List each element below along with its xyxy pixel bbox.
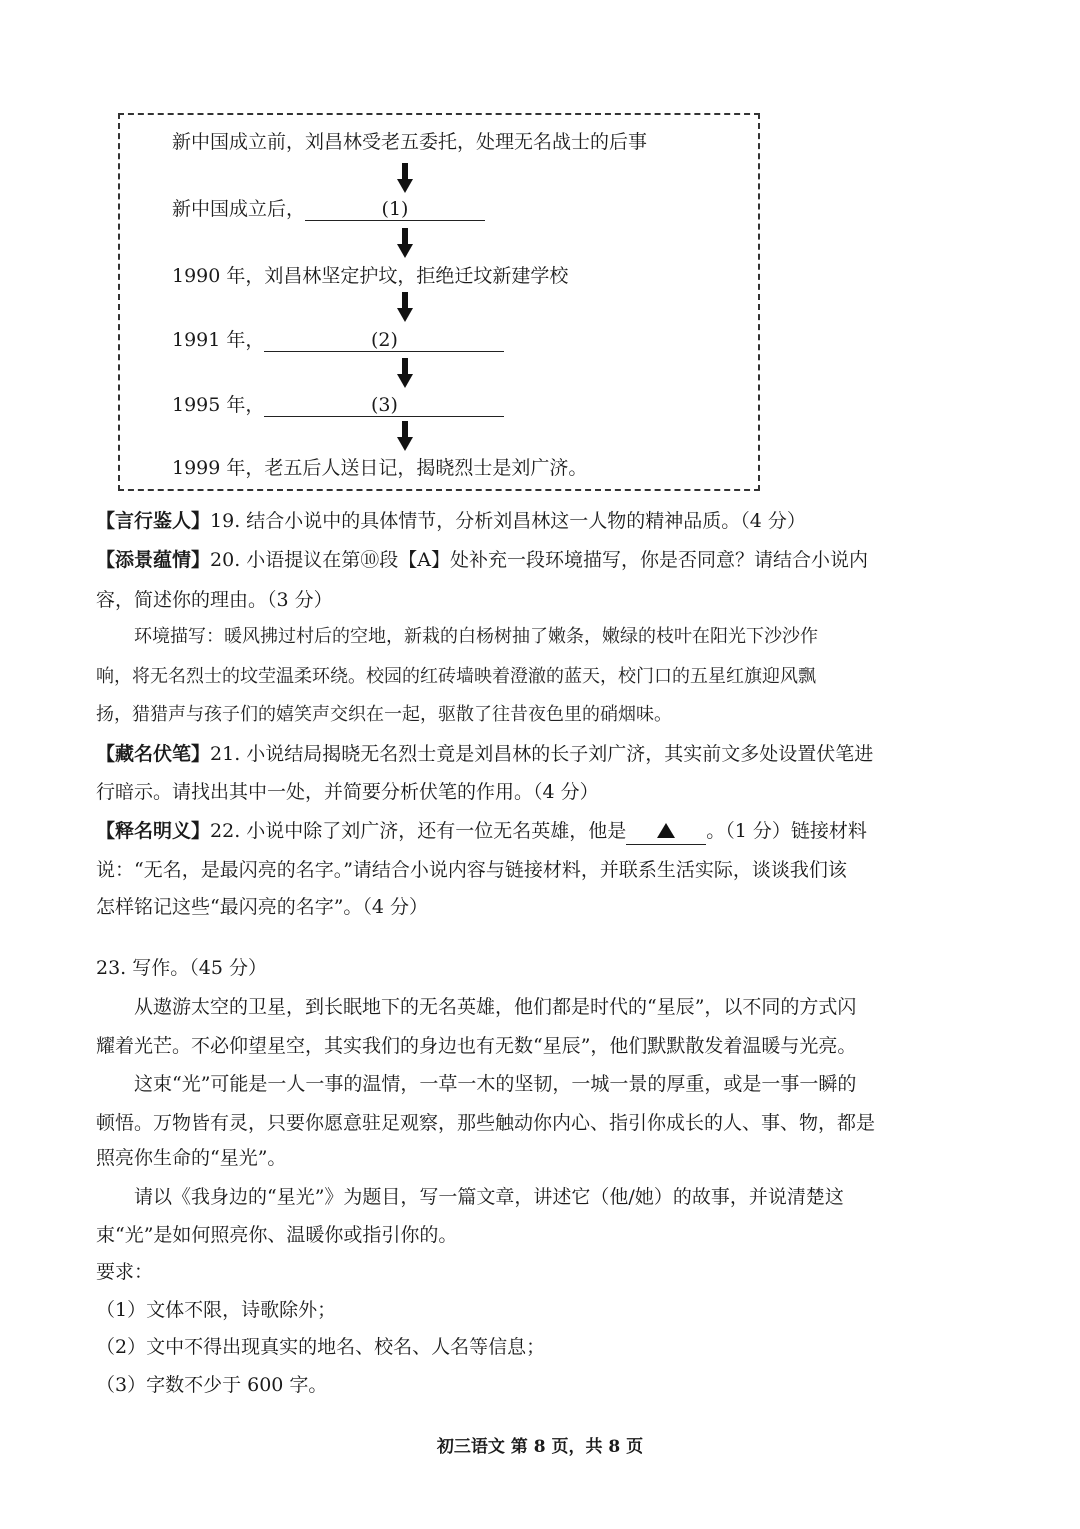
env-description-3: 扬，猎猎声与孩子们的嬉笑声交织在一起，驱散了往昔夜色里的硝烟味。: [96, 704, 672, 725]
writing-p2-2: 顿悟。万物皆有灵，只要你愿意驻足观察，那些触动你内心、指引你成长的人、事、物，都是: [96, 1112, 876, 1134]
down-arrow-icon: [397, 421, 413, 451]
q20-tag: 【添景蕴情】: [96, 549, 211, 571]
q19-text: 19. 结合小说中的具体情节，分析刘昌林这一人物的精神品质。（4 分）: [210, 510, 806, 532]
flow-step-1: 新中国成立前，刘昌林受老五委托，处理无名战士的后事: [172, 131, 648, 153]
flow-step-3: 1990 年，刘昌林坚定护坟，拒绝迁坟新建学校: [172, 265, 569, 287]
q22-tag: 【释名明义】: [96, 820, 211, 842]
flow-step-2: [172, 197, 485, 221]
writing-p2-1: 这束“光”可能是一人一事的温情，一草一木的坚韧，一城一景的厚重，或是一事一瞬的: [134, 1073, 857, 1095]
flow-step-5-prefix: 1995 年，: [172, 394, 265, 416]
requirement-1: （1）文体不限，诗歌除外；: [96, 1299, 337, 1321]
blank-1: (1): [305, 198, 485, 221]
flow-step-6: 1999 年，老五后人送日记，揭晓烈士是刘广济。: [172, 457, 588, 479]
q22-text-1b: 。（1 分）链接材料: [706, 820, 867, 842]
writing-p3-2: 束“光”是如何照亮你、温暖你或指引你的。: [96, 1224, 458, 1246]
q22-text-3: 怎样铭记这些“最闪亮的名字”。（4 分）: [96, 896, 429, 918]
answer-blank: [626, 818, 706, 845]
triangle-icon: [657, 823, 675, 838]
down-arrow-icon: [397, 228, 413, 258]
env-description-2: 响，将无名烈士的坟茔温柔环绕。校园的红砖墙映着澄澈的蓝天，校门口的五星红旗迎风飘: [96, 666, 816, 687]
down-arrow-icon: [397, 358, 413, 388]
q21-text-2: 行暗示。请找出其中一处，并简要分析伏笔的作用。（4 分）: [96, 781, 599, 803]
q20-text-1: 20. 小语提议在第⑩段【A】处补充一段环境描写，你是否同意？请结合小说内: [210, 549, 868, 571]
question-20: [96, 547, 868, 573]
writing-title: 23. 写作。（45 分）: [96, 957, 267, 979]
question-19: [96, 508, 806, 534]
q22-text-1a: 22. 小说中除了刘广济，还有一位无名英雄，他是: [210, 820, 627, 842]
q21-tag: 【藏名伏笔】: [96, 743, 211, 765]
blank-2: (2): [264, 329, 504, 352]
down-arrow-icon: [397, 163, 413, 193]
q22-text-2: 说：“无名，是最闪亮的名字。”请结合小说内容与链接材料，并联系生活实际，谈谈我们该: [96, 859, 847, 881]
flow-step-4-prefix: 1991 年，: [172, 329, 265, 351]
requirement-3: （3）字数不少于 600 字。: [96, 1374, 328, 1396]
blank-3: (3): [264, 394, 504, 417]
flow-step-5: [172, 393, 504, 417]
env-description-1: 环境描写：暖风拂过村后的空地，新栽的白杨树抽了嫩条，嫩绿的枝叶在阳光下沙沙作: [134, 626, 818, 647]
writing-p1-2: 耀着光芒。不必仰望星空，其实我们的身边也有无数“星辰”，他们默默散发着温暖与光亮。: [96, 1035, 857, 1057]
flowchart-box: [118, 113, 760, 491]
flow-step-4: [172, 328, 504, 352]
down-arrow-icon: [397, 292, 413, 322]
requirement-2: （2）文中不得出现真实的地名、校名、人名等信息；: [96, 1336, 546, 1358]
writing-p1-1: 从遨游太空的卫星，到长眠地下的无名英雄，他们都是时代的“星辰”，以不同的方式闪: [134, 996, 857, 1018]
q20-text-2: 容，简述你的理由。（3 分）: [96, 589, 333, 611]
q21-text-1: 21. 小说结局揭晓无名烈士竟是刘昌林的长子刘广济，其实前文多处设置伏笔进: [210, 743, 874, 765]
question-22: [96, 818, 867, 845]
q19-tag: 【言行鉴人】: [96, 510, 211, 532]
page-footer: 初三语文 第 8 页，共 8 页: [436, 1437, 644, 1457]
requirements-title: 要求：: [96, 1261, 154, 1283]
flow-step-2-prefix: 新中国成立后，: [172, 198, 306, 220]
writing-p3-1: 请以《我身边的“星光”》为题目，写一篇文章，讲述它（他/她）的故事，并说清楚这: [134, 1186, 844, 1208]
writing-p2-3: 照亮你生命的“星光”。: [96, 1147, 287, 1169]
question-21: [96, 741, 873, 767]
